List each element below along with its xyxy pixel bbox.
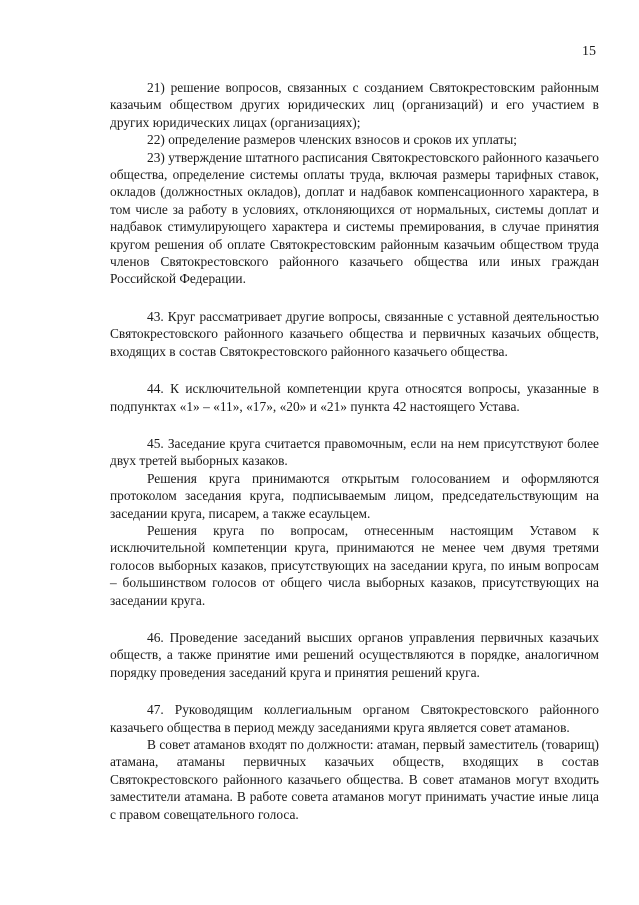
- document-body: [110, 79, 599, 823]
- paragraph-21: 21) решение вопросов, связанных с созданием Святокрестовским районным казачьим обществом других юридических лиц (организаций) и его участием в других юридических лицах (организациях);: [110, 80, 599, 130]
- paragraph-23: 23) утверждение штатного расписания Святокрестовского районного казачьего общества, определение системы оплаты труда, включая размеры тарифных ставок, окладов (должностных окладов), доплат и надбавок компенсационного характера, в том числе за работу в условиях, отклоняющихся от нормальных, системы доплат и надбавок стимулирующего характера и системы премирования, в случае принятия кругом решения об оплате Святокрестовским районным казачьим обществом труда членов Святокрестовского районного казачьего общества или иных граждан Российской Федерации.: [110, 149, 599, 287]
- paragraph-45-exclusive: Решения круга по вопросам, отнесенным настоящим Уставом к исключительной компетенции круга, принимаются не менее чем двумя третями голосов выборных казаков, присутствующих на заседании круга, по иным вопросам – большинством голосов от общего числа выборных казаков, присутствующих на заседании круга.: [110, 522, 599, 608]
- paragraph-45-decisions: Решения круга принимаются открытым голосованием и оформляются протоколом заседания круга, подписываемым лицом, председательствующим на заседании круга, писарем, а также есаульцем.: [110, 470, 599, 521]
- paragraph-47-composition: В совет атаманов входят по должности: атаман, первый заместитель (товарищ) атамана, атаманы первичных казачьих обществ, входящих в состав Святокрестовского районного казачьего общества. В совет атаманов могут входить заместители атамана. В работе совета атаманов могут принимать участие иные лица с правом совещательного голоса.: [110, 737, 599, 822]
- paragraph-46: 46. Проведение заседаний высших органов управления первичных казачьих обществ, а также принятие ими решений осуществляются в порядке, аналогичном порядку проведения заседаний круга и принятия решений круга.: [110, 629, 599, 680]
- paragraph-45: 45. Заседание круга считается правомочным, если на нем присутствуют более двух третей выборных казаков.: [110, 435, 599, 469]
- paragraph-22: 22) определение размеров членских взносов и сроков их уплаты;: [147, 132, 518, 148]
- paragraph-47: 47. Руководящим коллегиальным органом Святокрестовского районного казачьего общества в период между заседаниями круга является совет атаманов.: [110, 702, 599, 735]
- paragraph-44: 44. К исключительной компетенции круга относятся вопросы, указанные в подпунктах «1» – «11», «17», «20» и «21» пункта 42 настоящего Устава.: [110, 381, 599, 414]
- page-number: 15: [582, 44, 596, 59]
- paragraph-43: 43. Круг рассматривает другие вопросы, связанные с уставной деятельностью Святокрестовского районного казачьего общества и первичных казачьих обществ, входящих в состав Святокрестовского районного казачьего общества.: [110, 308, 599, 359]
